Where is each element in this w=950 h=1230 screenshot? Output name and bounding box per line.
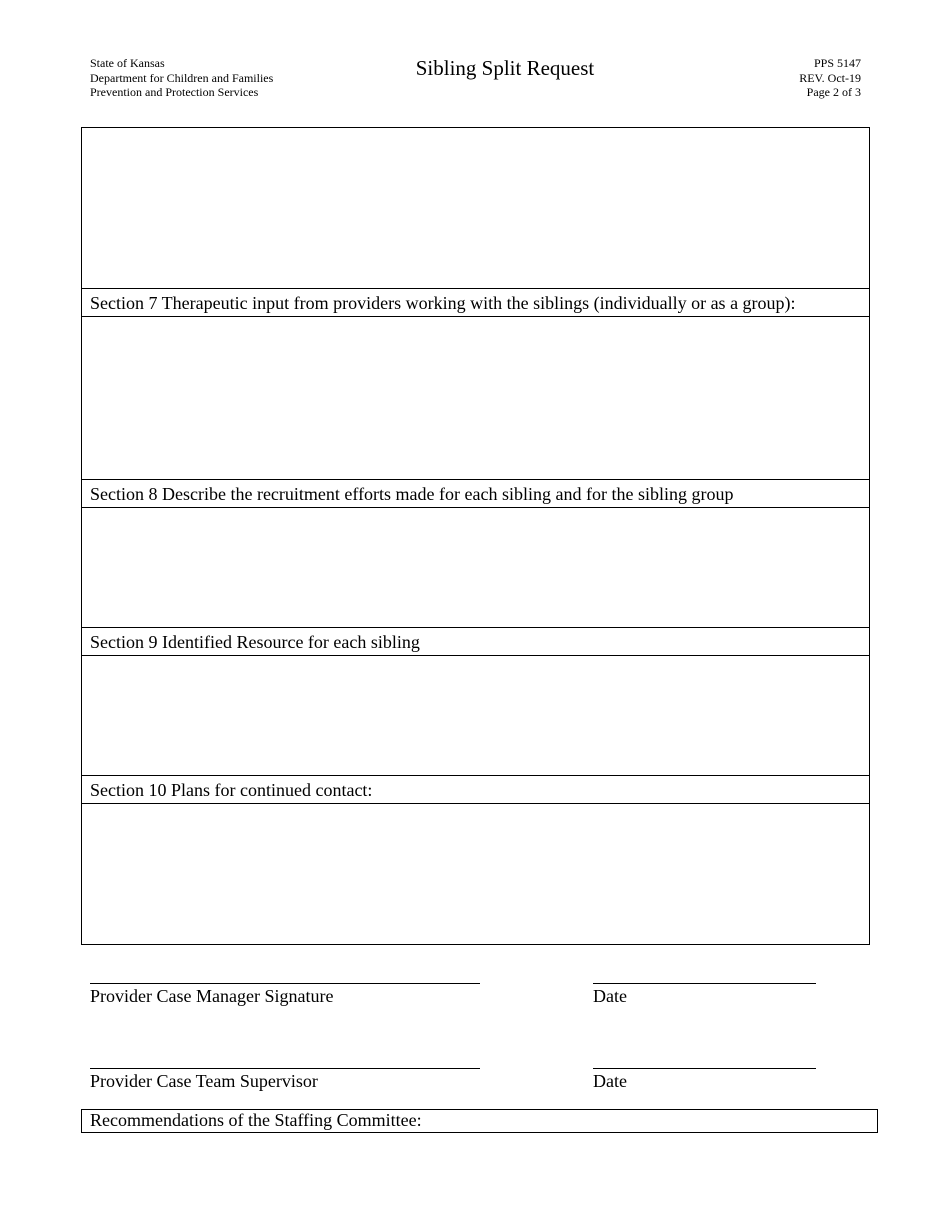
form-info	[799, 56, 861, 100]
case-manager-signature-line[interactable]	[90, 983, 480, 984]
form-sections-box	[81, 127, 870, 945]
form-revision: REV. Oct-19	[799, 70, 861, 85]
page-number: Page 2 of 3	[806, 85, 861, 99]
section-8-field[interactable]	[82, 508, 869, 627]
case-manager-date-line[interactable]	[593, 983, 816, 984]
supervisor-signature-label: Provider Case Team Supervisor	[90, 1071, 318, 1091]
section-10-field[interactable]	[82, 804, 869, 944]
case-manager-date-label: Date	[593, 986, 627, 1006]
section-10-header: Section 10 Plans for continued contact:	[82, 775, 869, 804]
supervisor-signature-line[interactable]	[90, 1068, 480, 1069]
section-7-header: Section 7 Therapeutic input from providers working with the siblings (individually or as a group):	[82, 288, 869, 317]
section-9-header: Section 9 Identified Resource for each sibling	[82, 627, 869, 656]
recommendations-header: Recommendations of the Staffing Committee:	[81, 1109, 878, 1133]
section-7-field[interactable]	[82, 317, 869, 479]
supervisor-date-label: Date	[593, 1071, 627, 1091]
agency-department: Department for Children and Families	[90, 70, 274, 85]
agency-division: Prevention and Protection Services	[90, 85, 259, 99]
form-title: Sibling Split Request	[415, 56, 595, 80]
agency-state: State of Kansas	[90, 56, 165, 70]
form-number: PPS 5147	[813, 56, 861, 70]
section-6-continued-field[interactable]	[82, 128, 869, 288]
section-9-field[interactable]	[82, 656, 869, 775]
section-8-header: Section 8 Describe the recruitment efforts made for each sibling and for the sibling group	[82, 479, 869, 508]
case-manager-signature-label: Provider Case Manager Signature	[90, 986, 334, 1006]
supervisor-date-line[interactable]	[593, 1068, 816, 1069]
